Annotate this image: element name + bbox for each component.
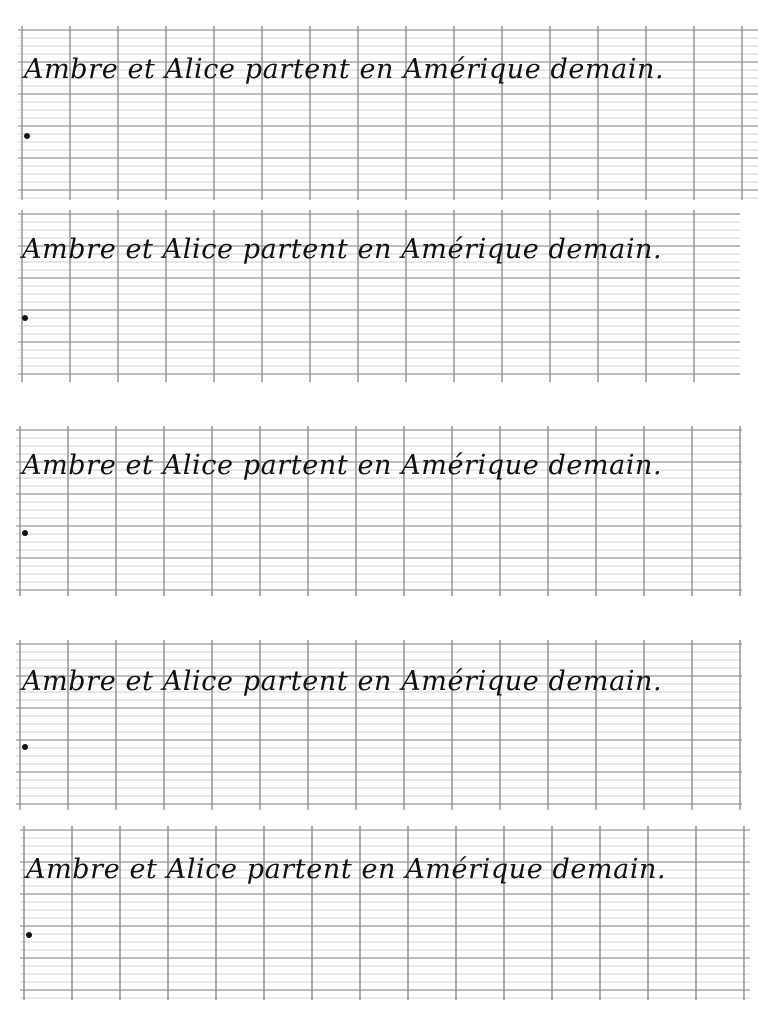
writing-strip-1 <box>18 26 758 200</box>
model-sentence: Ambre et Alice partent en Amérique demain. <box>22 234 663 265</box>
writing-strip-3 <box>16 426 742 596</box>
model-sentence: Ambre et Alice partent en Amérique demain. <box>22 666 663 697</box>
writing-strip-4 <box>16 640 742 810</box>
seyes-ruled-grid <box>18 26 758 200</box>
start-dot <box>22 530 28 536</box>
model-sentence: Ambre et Alice partent en Amérique demain. <box>24 54 665 85</box>
start-dot <box>26 932 32 938</box>
model-sentence: Ambre et Alice partent en Amérique demain. <box>26 854 667 885</box>
start-dot <box>22 315 28 321</box>
writing-strip-5 <box>20 826 750 1000</box>
start-dot <box>24 133 30 139</box>
seyes-ruled-grid <box>20 826 750 1000</box>
start-dot <box>22 744 28 750</box>
writing-strip-2 <box>18 210 740 382</box>
model-sentence: Ambre et Alice partent en Amérique demain. <box>22 450 663 481</box>
